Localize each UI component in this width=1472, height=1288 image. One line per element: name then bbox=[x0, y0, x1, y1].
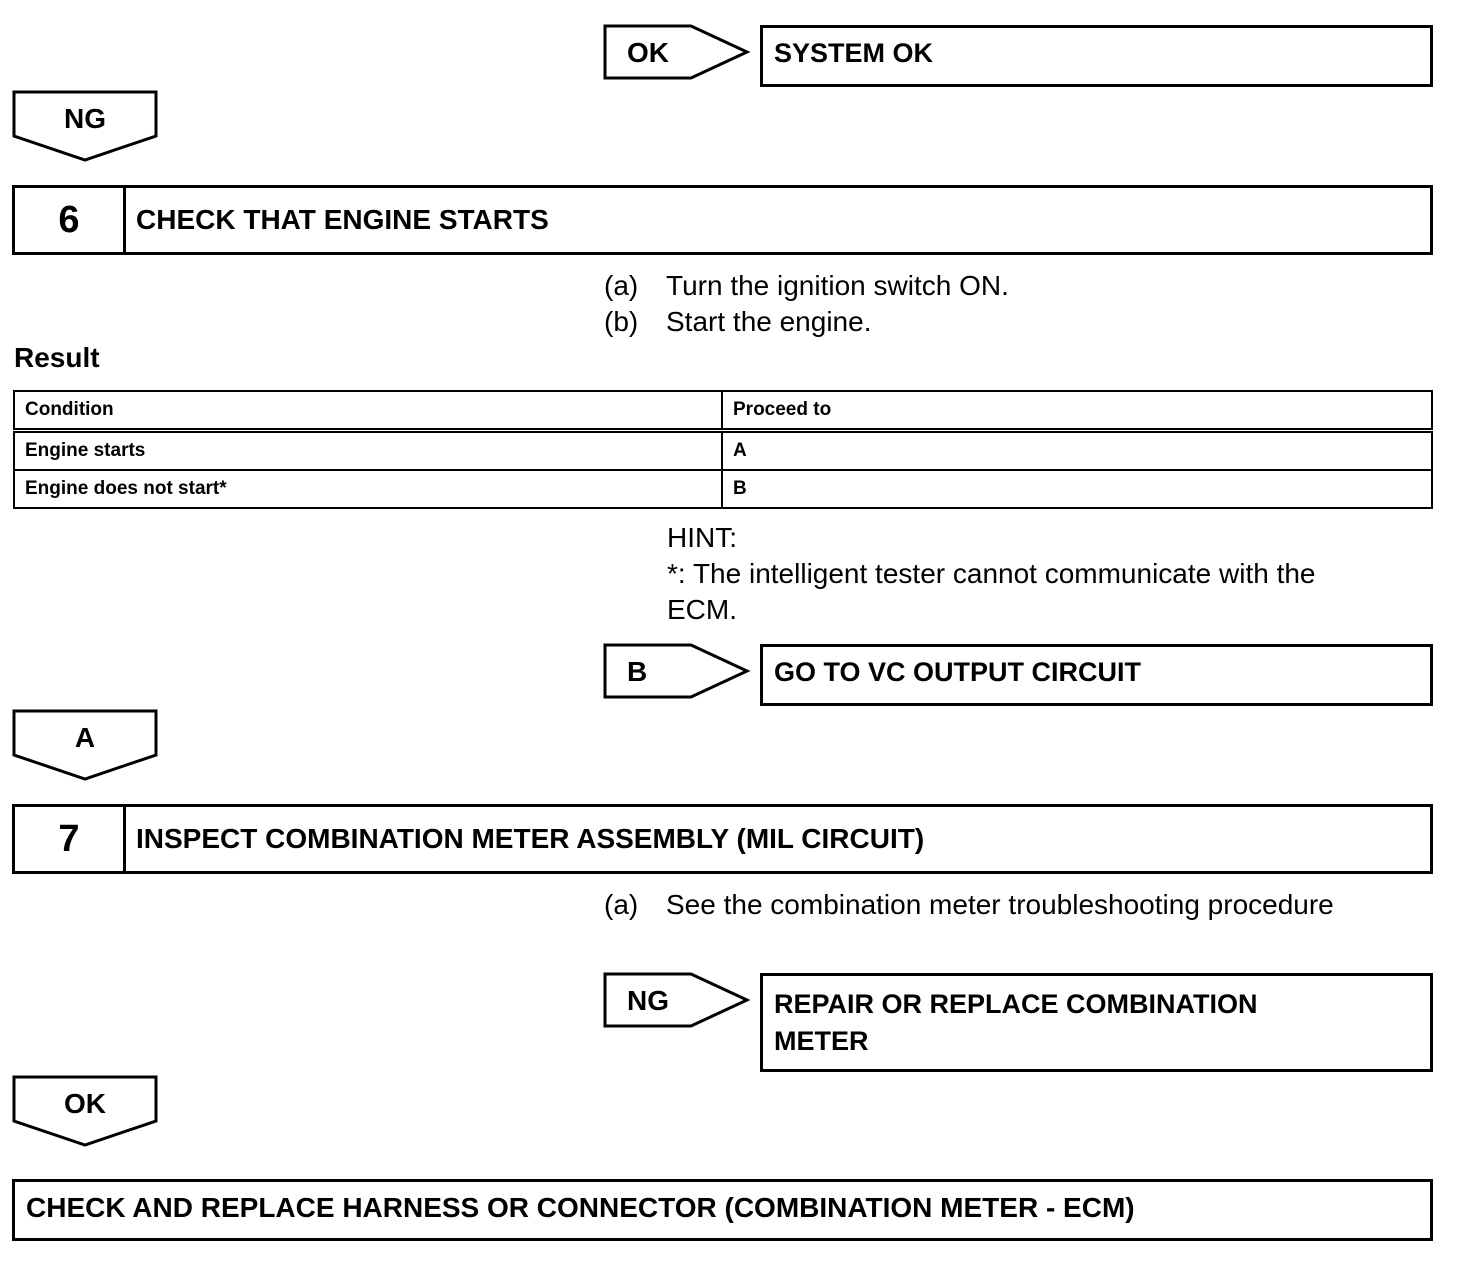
repair-replace-text bbox=[774, 986, 1258, 1060]
table-cell-proceed: B bbox=[722, 470, 1432, 508]
hint-line-2: ECM. bbox=[667, 594, 737, 625]
final-action-text: CHECK AND REPLACE HARNESS OR CONNECTOR (COMBINATION METER - ECM) bbox=[26, 1192, 1135, 1223]
result-table bbox=[13, 390, 1433, 509]
hint-line-1: *: The intelligent tester cannot communicate with the bbox=[667, 558, 1316, 589]
ng-branch-label: NG bbox=[627, 985, 669, 1016]
vc-output-text: GO TO VC OUTPUT CIRCUIT bbox=[774, 657, 1142, 687]
step-6-number: 6 bbox=[15, 188, 126, 252]
table-cell-proceed: A bbox=[722, 431, 1432, 471]
instruction-text: See the combination meter troubleshooting procedure bbox=[666, 889, 1334, 920]
step-6-title: CHECK THAT ENGINE STARTS bbox=[136, 204, 549, 235]
table-cell-condition: Engine starts bbox=[14, 431, 722, 471]
ok-branch-arrow bbox=[603, 24, 751, 82]
a-down-label: A bbox=[74, 722, 96, 753]
hint-title: HINT: bbox=[667, 522, 737, 553]
step-7-instruction-a bbox=[604, 887, 1334, 923]
system-ok-box bbox=[760, 25, 1433, 87]
step-7-title: INSPECT COMBINATION METER ASSEMBLY (MIL CIRCUIT) bbox=[136, 823, 925, 854]
b-branch-label: B bbox=[627, 656, 648, 687]
table-row bbox=[14, 431, 1432, 471]
instruction-text: Start the engine. bbox=[666, 306, 872, 337]
vc-output-box bbox=[760, 644, 1433, 706]
ok-branch-label: OK bbox=[627, 37, 669, 68]
ok-down-arrow bbox=[12, 1075, 160, 1149]
repair-replace-line-2: METER bbox=[774, 1026, 869, 1056]
ok-down-label: OK bbox=[64, 1088, 106, 1119]
header-condition: Condition bbox=[14, 391, 722, 431]
table-header-row bbox=[14, 391, 1432, 431]
instruction-text: Turn the ignition switch ON. bbox=[666, 270, 1009, 301]
table-row bbox=[14, 470, 1432, 508]
instruction-label: (a) bbox=[604, 889, 639, 920]
instruction-label: (a) bbox=[604, 270, 639, 301]
step-6-instruction-a bbox=[604, 268, 1009, 304]
ng-branch-arrow bbox=[603, 972, 751, 1030]
table-cell-condition: Engine does not start* bbox=[14, 470, 722, 508]
ng-down-arrow bbox=[12, 90, 160, 164]
a-down-arrow bbox=[12, 709, 160, 783]
header-proceed-to: Proceed to bbox=[722, 391, 1432, 431]
step-6-instruction-b bbox=[604, 304, 871, 340]
step-6-header bbox=[12, 185, 1433, 255]
b-branch-arrow bbox=[603, 643, 751, 701]
repair-replace-line-1: REPAIR OR REPLACE COMBINATION bbox=[774, 989, 1258, 1019]
instruction-label: (b) bbox=[604, 306, 639, 337]
step-7-number: 7 bbox=[15, 807, 126, 871]
result-heading: Result bbox=[14, 342, 100, 373]
repair-replace-box bbox=[760, 973, 1433, 1072]
step-7-header bbox=[12, 804, 1433, 874]
system-ok-text: SYSTEM OK bbox=[774, 38, 934, 68]
ng-down-label: NG bbox=[64, 103, 106, 134]
final-action-box bbox=[12, 1179, 1433, 1241]
hint-block bbox=[667, 520, 1316, 628]
